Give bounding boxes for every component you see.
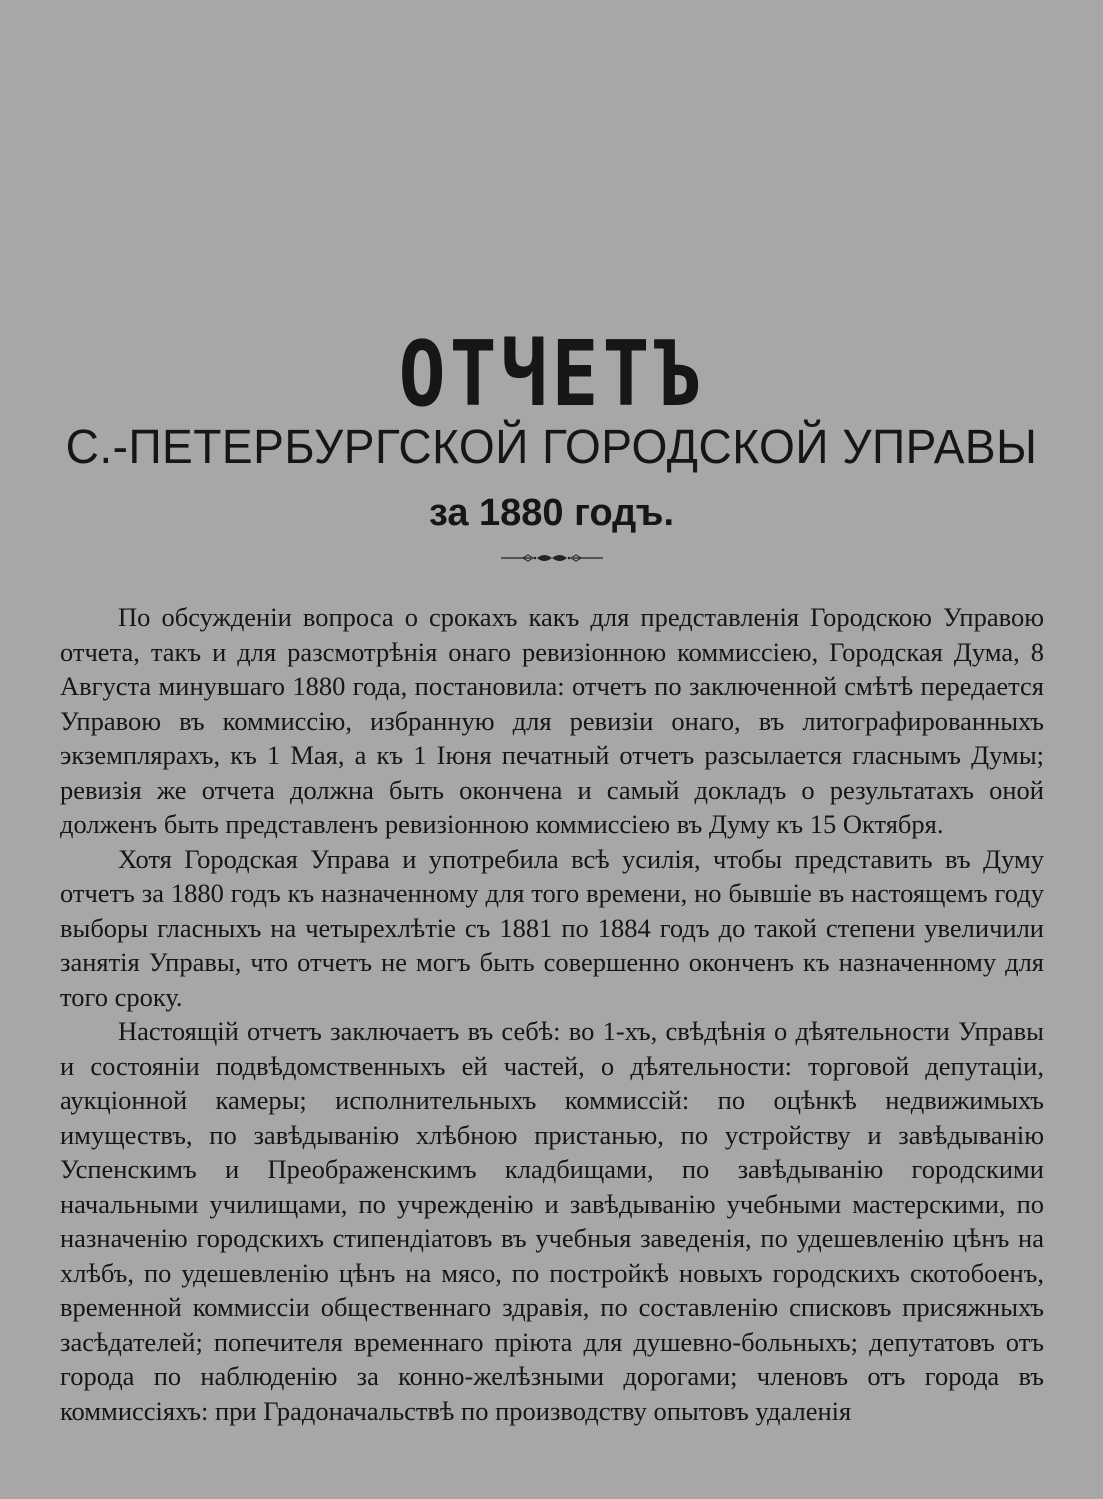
document-subtitle: С.-ПЕТЕРБУРГСКОЙ ГОРОДСКОЙ УПРАВЫ	[65, 421, 1038, 474]
document-body	[60, 600, 1044, 1428]
document-year-line: за 1880 годъ.	[428, 492, 675, 534]
paragraph-3: Настоящій отчетъ заключаетъ въ себѣ: во 1-хъ, свѣдѣнія о дѣятельности Управы и состояніи подвѣдомственныхъ ей частей, о дѣятельности: торговой депутаціи, аукціонной камеры; исполнительныхъ коммиссій: по оцѣнкѣ недвижимыхъ имуществъ, по завѣдыванію хлѣбною пристанью, по устройству и завѣдыванію Успенскимъ и Преображенскимъ кладбищами, по завѣдыванію городскими начальными училищами, по учрежденію и завѣдыванію учебными мастерскими, по назначенію городскихъ стипендіатовъ въ учебныя заведенія, по удешевленію цѣнъ на хлѣбъ, по удешевленію цѣнъ на мясо, по постройкѣ новыхъ городскихъ скотобоенъ, временной коммиссіи общественнаго здравія, по составленію списковъ присяжныхъ засѣдателей; попечителя временнаго пріюта для душевно-больныхъ; депутатовъ отъ города по наблюденію за конно-желѣзными дорогами; членовъ отъ города въ коммиссіяхъ: при Градоначальствѣ по производству опытовъ удаленія	[60, 1016, 1044, 1426]
paragraph-2: Хотя Городская Управа и употребила всѣ усилія, чтобы представить въ Думу отчетъ за 1880 годъ къ назначенному для того времени, но бывшіе въ настоящемъ году выборы гласныхъ на четырехлѣтіе съ 1881 по 1884 годъ до такой степени увеличили занятія Управы, что отчетъ не могъ быть совершенно оконченъ къ назначенному для того сроку.	[60, 843, 1044, 1012]
ornament-divider-icon	[501, 550, 603, 566]
document-title: ОТЧЕТЪ	[398, 323, 705, 427]
paragraph-1: По обсужденіи вопроса о срокахъ какъ для представленія Городскою Управою отчета, такъ и для разсмотрѣнія онаго ревизіонною коммиссіею, Городская Дума, 8 Августа минувшаго 1880 года, постановила: отчетъ по заключенной смѣтѣ передается Управою въ коммиссію, избранную для ревизіи онаго, въ литографированныхъ экземплярахъ, къ 1 Мая, а къ 1 Іюня печатный отчетъ разсылается гласнымъ Думы; ревизія же отчета должна быть окончена и самый докладъ о результатахъ оной долженъ быть представленъ ревизіонною коммиссіею въ Думу къ 15 Октября.	[60, 602, 1044, 839]
